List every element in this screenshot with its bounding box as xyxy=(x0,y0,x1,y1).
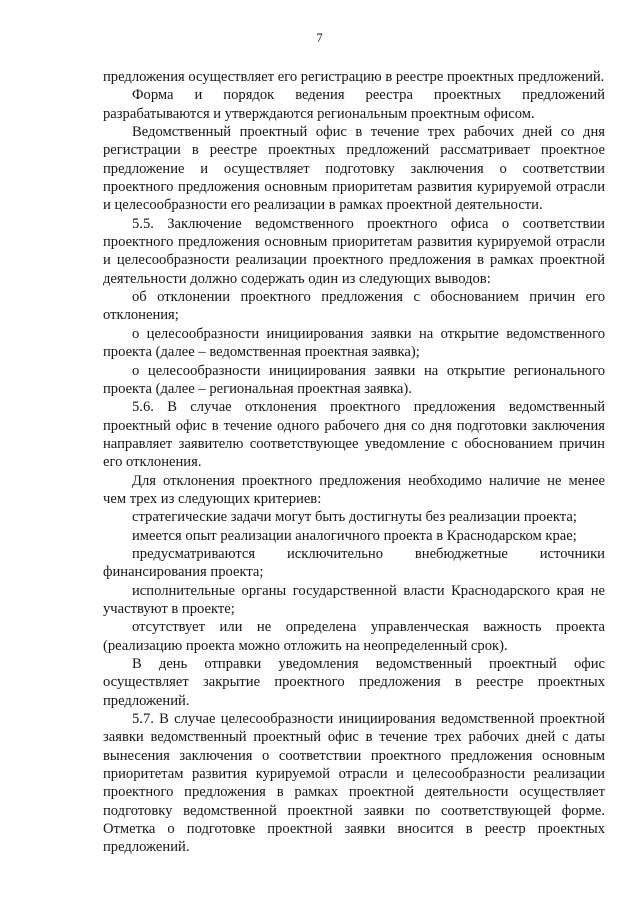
document-body xyxy=(103,68,605,857)
paragraph-conclusion-reject: об отклонении проектного предложения с обоснованием причин его отклонения; xyxy=(103,289,605,324)
paragraph-conclusion-regional: о целесообразности инициирования заявки на открытие регионального проекта (далее – региональная проектная заявка). xyxy=(103,362,605,397)
paragraph-criterion-1: стратегические задачи могут быть достигнуты без реализации проекта; xyxy=(132,509,577,526)
paragraph-rejection-criteria: Для отклонения проектного предложения необходимо наличие не менее чем трех из следующих критериев: xyxy=(103,472,605,507)
paragraph-office-review: Ведомственный проектный офис в течение трех рабочих дней со дня регистрации в реестре проектных предложений рассматривает проектное предложение и осуществляет подготовку заключения о соответствии проектного предложения основным приоритетам развития курируемой отрасли и целесообразности его реализации в рамках проектной деятельности. xyxy=(103,124,605,214)
paragraph-conclusion-departmental: о целесообразности инициирования заявки на открытие ведомственного проекта (далее – ведомственная проектная заявка); xyxy=(103,325,605,361)
paragraph-criterion-2: имеется опыт реализации аналогичного проекта в Краснодарском крае; xyxy=(132,527,577,544)
paragraph-closure: В день отправки уведомления ведомственный проектный офис осуществляет закрытие проектного предложения в реестре проектных предложений. xyxy=(103,656,605,709)
paragraph-5-6: 5.6. В случае отклонения проектного предложения ведомственный проектный офис в течение одного рабочего дня со дня подготовки заключения направляет заявителю соответствующее уведомление с обоснованием причин его отклонения. xyxy=(103,399,605,471)
paragraph-continuation: предложения осуществляет его регистрацию в реестре проектных предложений. xyxy=(103,69,605,85)
paragraph-5-7: 5.7. В случае целесообразности инициирования ведомственной проектной заявки ведомственный проектный офис в течение трех рабочих дней с даты вынесения заключения о соответствии проектного предложения основным приоритетам развития курируемой отрасли и целесообразности реализации проектного предложения в рамках проектной деятельности осуществляет подготовку ведомственной проектной заявки по соответствующей форме. Отметка о подготовке проектной заявки вносится в реестр проектных предложений. xyxy=(103,711,605,856)
paragraph-criterion-5: отсутствует или не определена управленческая важность проекта (реализацию проекта можно отложить на неопределенный срок). xyxy=(103,619,605,654)
paragraph-registry-form: Форма и порядок ведения реестра проектных предложений разрабатываются и утверждаются региональным проектным офисом. xyxy=(103,87,605,122)
page-number: 7 xyxy=(316,30,323,45)
paragraph-criterion-4: исполнительные органы государственной власти Краснодарского края не участвуют в проекте; xyxy=(103,582,605,617)
paragraph-criterion-3: предусматриваются исключительно внебюджетные источники финансирования проекта; xyxy=(103,545,605,581)
paragraph-5-5: 5.5. Заключение ведомственного проектного офиса о соответствии проектного предложения основным приоритетам развития курируемой отрасли и целесообразности реализации проектного предложения в рамках проектной деятельности должно содержать один из следующих выводов: xyxy=(103,215,605,287)
